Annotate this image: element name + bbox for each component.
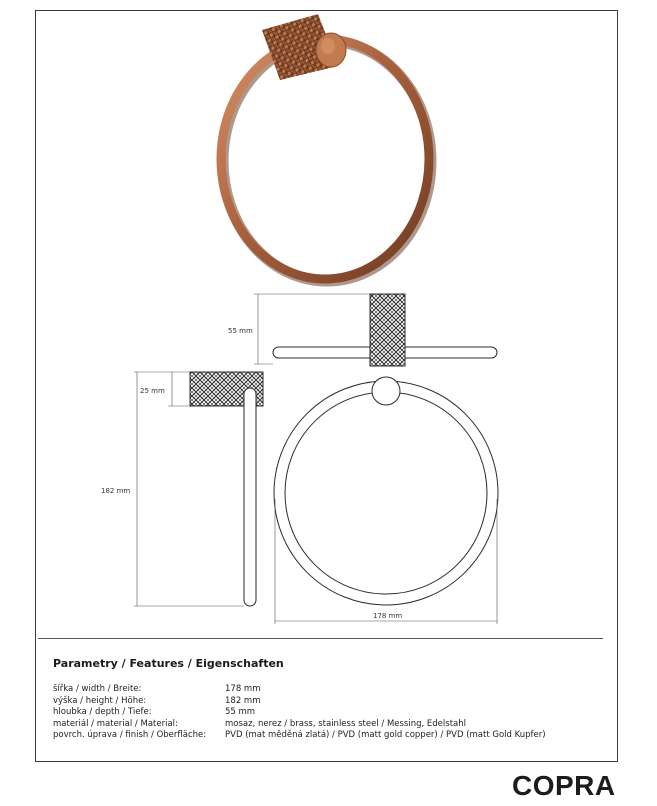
spec-row-material bbox=[53, 719, 546, 731]
spec-value: 182 mm bbox=[225, 695, 261, 706]
spec-row-width bbox=[53, 684, 546, 696]
dim-width-label: 178 mm bbox=[373, 612, 403, 620]
spec-value: PVD (mat měděná zlatá) / PVD (matt gold copper) / PVD (matt Gold Kupfer) bbox=[225, 730, 546, 740]
section-divider bbox=[38, 638, 603, 639]
spec-row-depth bbox=[53, 707, 546, 719]
dim-depth-label: 55 mm bbox=[228, 327, 253, 335]
specs-title: Parametry / Features / Eigenschaften bbox=[53, 657, 284, 670]
side-view-ring bbox=[244, 388, 256, 606]
front-view-ring-inner bbox=[285, 392, 487, 594]
spec-row-height bbox=[53, 696, 546, 708]
spec-value: 178 mm bbox=[225, 684, 261, 694]
spec-label: materiál / material / Material: bbox=[53, 718, 178, 729]
spec-label: šířka / width / Breite: bbox=[53, 684, 142, 694]
specs-table bbox=[53, 684, 546, 742]
spec-label: hloubka / depth / Tiefe: bbox=[53, 707, 152, 717]
spec-row-finish bbox=[53, 730, 546, 742]
spec-label: výška / height / Höhe: bbox=[53, 695, 147, 706]
spec-label: povrch. úprava / finish / Oberfläche: bbox=[53, 730, 207, 740]
front-view-mount bbox=[372, 377, 400, 405]
front-view-ring-outer bbox=[274, 381, 498, 605]
dim-height-label: 182 mm bbox=[101, 487, 131, 495]
spec-value: mosaz, nerez / brass, stainless steel / Messing, Edelstahl bbox=[225, 718, 466, 729]
spec-value: 55 mm bbox=[225, 707, 256, 717]
dim-mount-label: 25 mm bbox=[140, 387, 165, 395]
top-view-mount bbox=[370, 294, 405, 366]
product-brand-name: COPRA bbox=[512, 770, 616, 801]
